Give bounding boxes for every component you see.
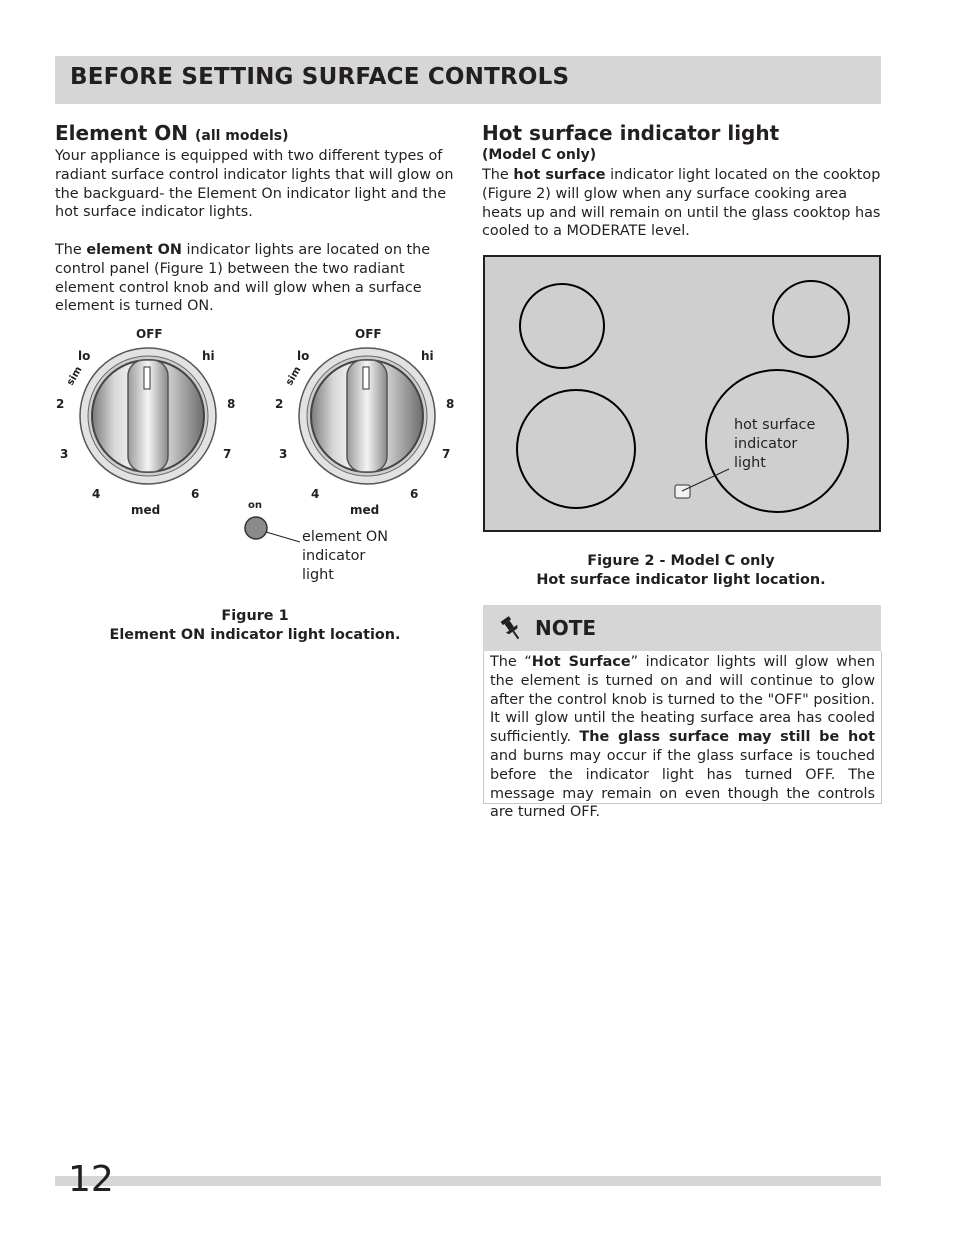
figure-1-caption — [55, 607, 455, 644]
pushpin-icon — [497, 614, 525, 642]
knob-1-off: OFF — [136, 327, 163, 341]
element-on-heading — [55, 121, 289, 145]
knob-2-4: 4 — [311, 487, 320, 501]
knob-2-off: OFF — [355, 327, 382, 341]
knob-1-7: 7 — [223, 447, 232, 461]
footer-bar — [55, 1176, 881, 1186]
knob-2-2: 2 — [275, 397, 284, 411]
element-on-para-2: The element ON indicator lights are located on the control panel (Figure 1) between the two radiant element control knob and will glow when a surface element is turned ON. — [55, 241, 431, 315]
knob-2-3: 3 — [279, 447, 288, 461]
note-header — [483, 605, 881, 651]
figure-2-caption-line-1: Figure 2 - Model C only — [587, 553, 775, 569]
figure-2-caption-line-2: Hot surface indicator light location. — [536, 571, 826, 588]
knob-1-4: 4 — [92, 487, 101, 501]
knob-2-8: 8 — [446, 397, 455, 411]
figure-2-cooktop — [483, 255, 881, 532]
element-on-text — [55, 147, 455, 316]
knob-1-8: 8 — [227, 397, 236, 411]
knob-2-6: 6 — [410, 487, 419, 501]
figure-2-caption — [482, 552, 880, 589]
note-body — [483, 651, 882, 821]
hot-surface-subheading: (Model C only) — [482, 147, 597, 163]
hot-surface-callout: hot surface indicator light — [734, 417, 816, 471]
element-on-indicator-light — [245, 517, 267, 539]
page-number: 12 — [68, 1159, 114, 1200]
note-text: The “Hot Surface” indicator lights will glow when the element is turned on and will continue to glow after the control knob is turned to the "OFF" position. It will glow until the heating surface area has cooled sufficiently. The glass surface may still be hot and burns may occur if the glass surface is touched before the indicator light has turned OFF. The message may remain on even though the controls are turned OFF. — [490, 654, 875, 821]
knob-1-6: 6 — [191, 487, 200, 501]
knob-2 — [299, 348, 435, 484]
element-on-title: Element ON — [55, 121, 188, 145]
knob-2-7: 7 — [442, 447, 451, 461]
hot-surface-text — [482, 166, 882, 241]
page-title: BEFORE SETTING SURFACE CONTROLS — [70, 64, 570, 90]
hot-surface-heading: Hot surface indicator light — [482, 121, 780, 145]
knob-1-2: 2 — [56, 397, 65, 411]
note-title: NOTE — [535, 616, 597, 640]
knob-1-hi: hi — [202, 349, 215, 363]
knob-1-med: med — [131, 503, 161, 517]
knob-2-sim: sim — [284, 364, 304, 388]
element-on-callout-line — [266, 532, 300, 542]
header-bar — [55, 56, 881, 104]
knob-2-hi: hi — [421, 349, 434, 363]
knob-2-lo: lo — [297, 349, 310, 363]
hot-surface-indicator-light — [675, 485, 690, 498]
element-on-para-1: Your appliance is equipped with two different types of radiant surface control indicator lights that will glow on the backguard- the Element On indicator light and the hot surface indicator lights. — [55, 148, 454, 221]
element-on-subtitle: (all models) — [194, 128, 289, 144]
element-on-callout: element ON indicator light — [302, 529, 389, 583]
knob-1-3: 3 — [60, 447, 69, 461]
figure-1-knobs — [50, 320, 470, 600]
knob-1-lo: lo — [78, 349, 91, 363]
figure-1-caption-line-1: Figure 1 — [221, 608, 289, 624]
knob-1 — [80, 348, 216, 484]
hot-surface-para: The hot surface indicator light located on the cooktop (Figure 2) will glow when any surface cooking area heats up and will remain on until the glass cooktop has cooled to a MODERATE level. — [482, 167, 881, 240]
on-label: on — [248, 500, 262, 511]
figure-1-caption-line-2: Element ON indicator light location. — [109, 626, 401, 643]
knob-2-med: med — [350, 503, 380, 517]
knob-1-sim: sim — [65, 364, 85, 388]
